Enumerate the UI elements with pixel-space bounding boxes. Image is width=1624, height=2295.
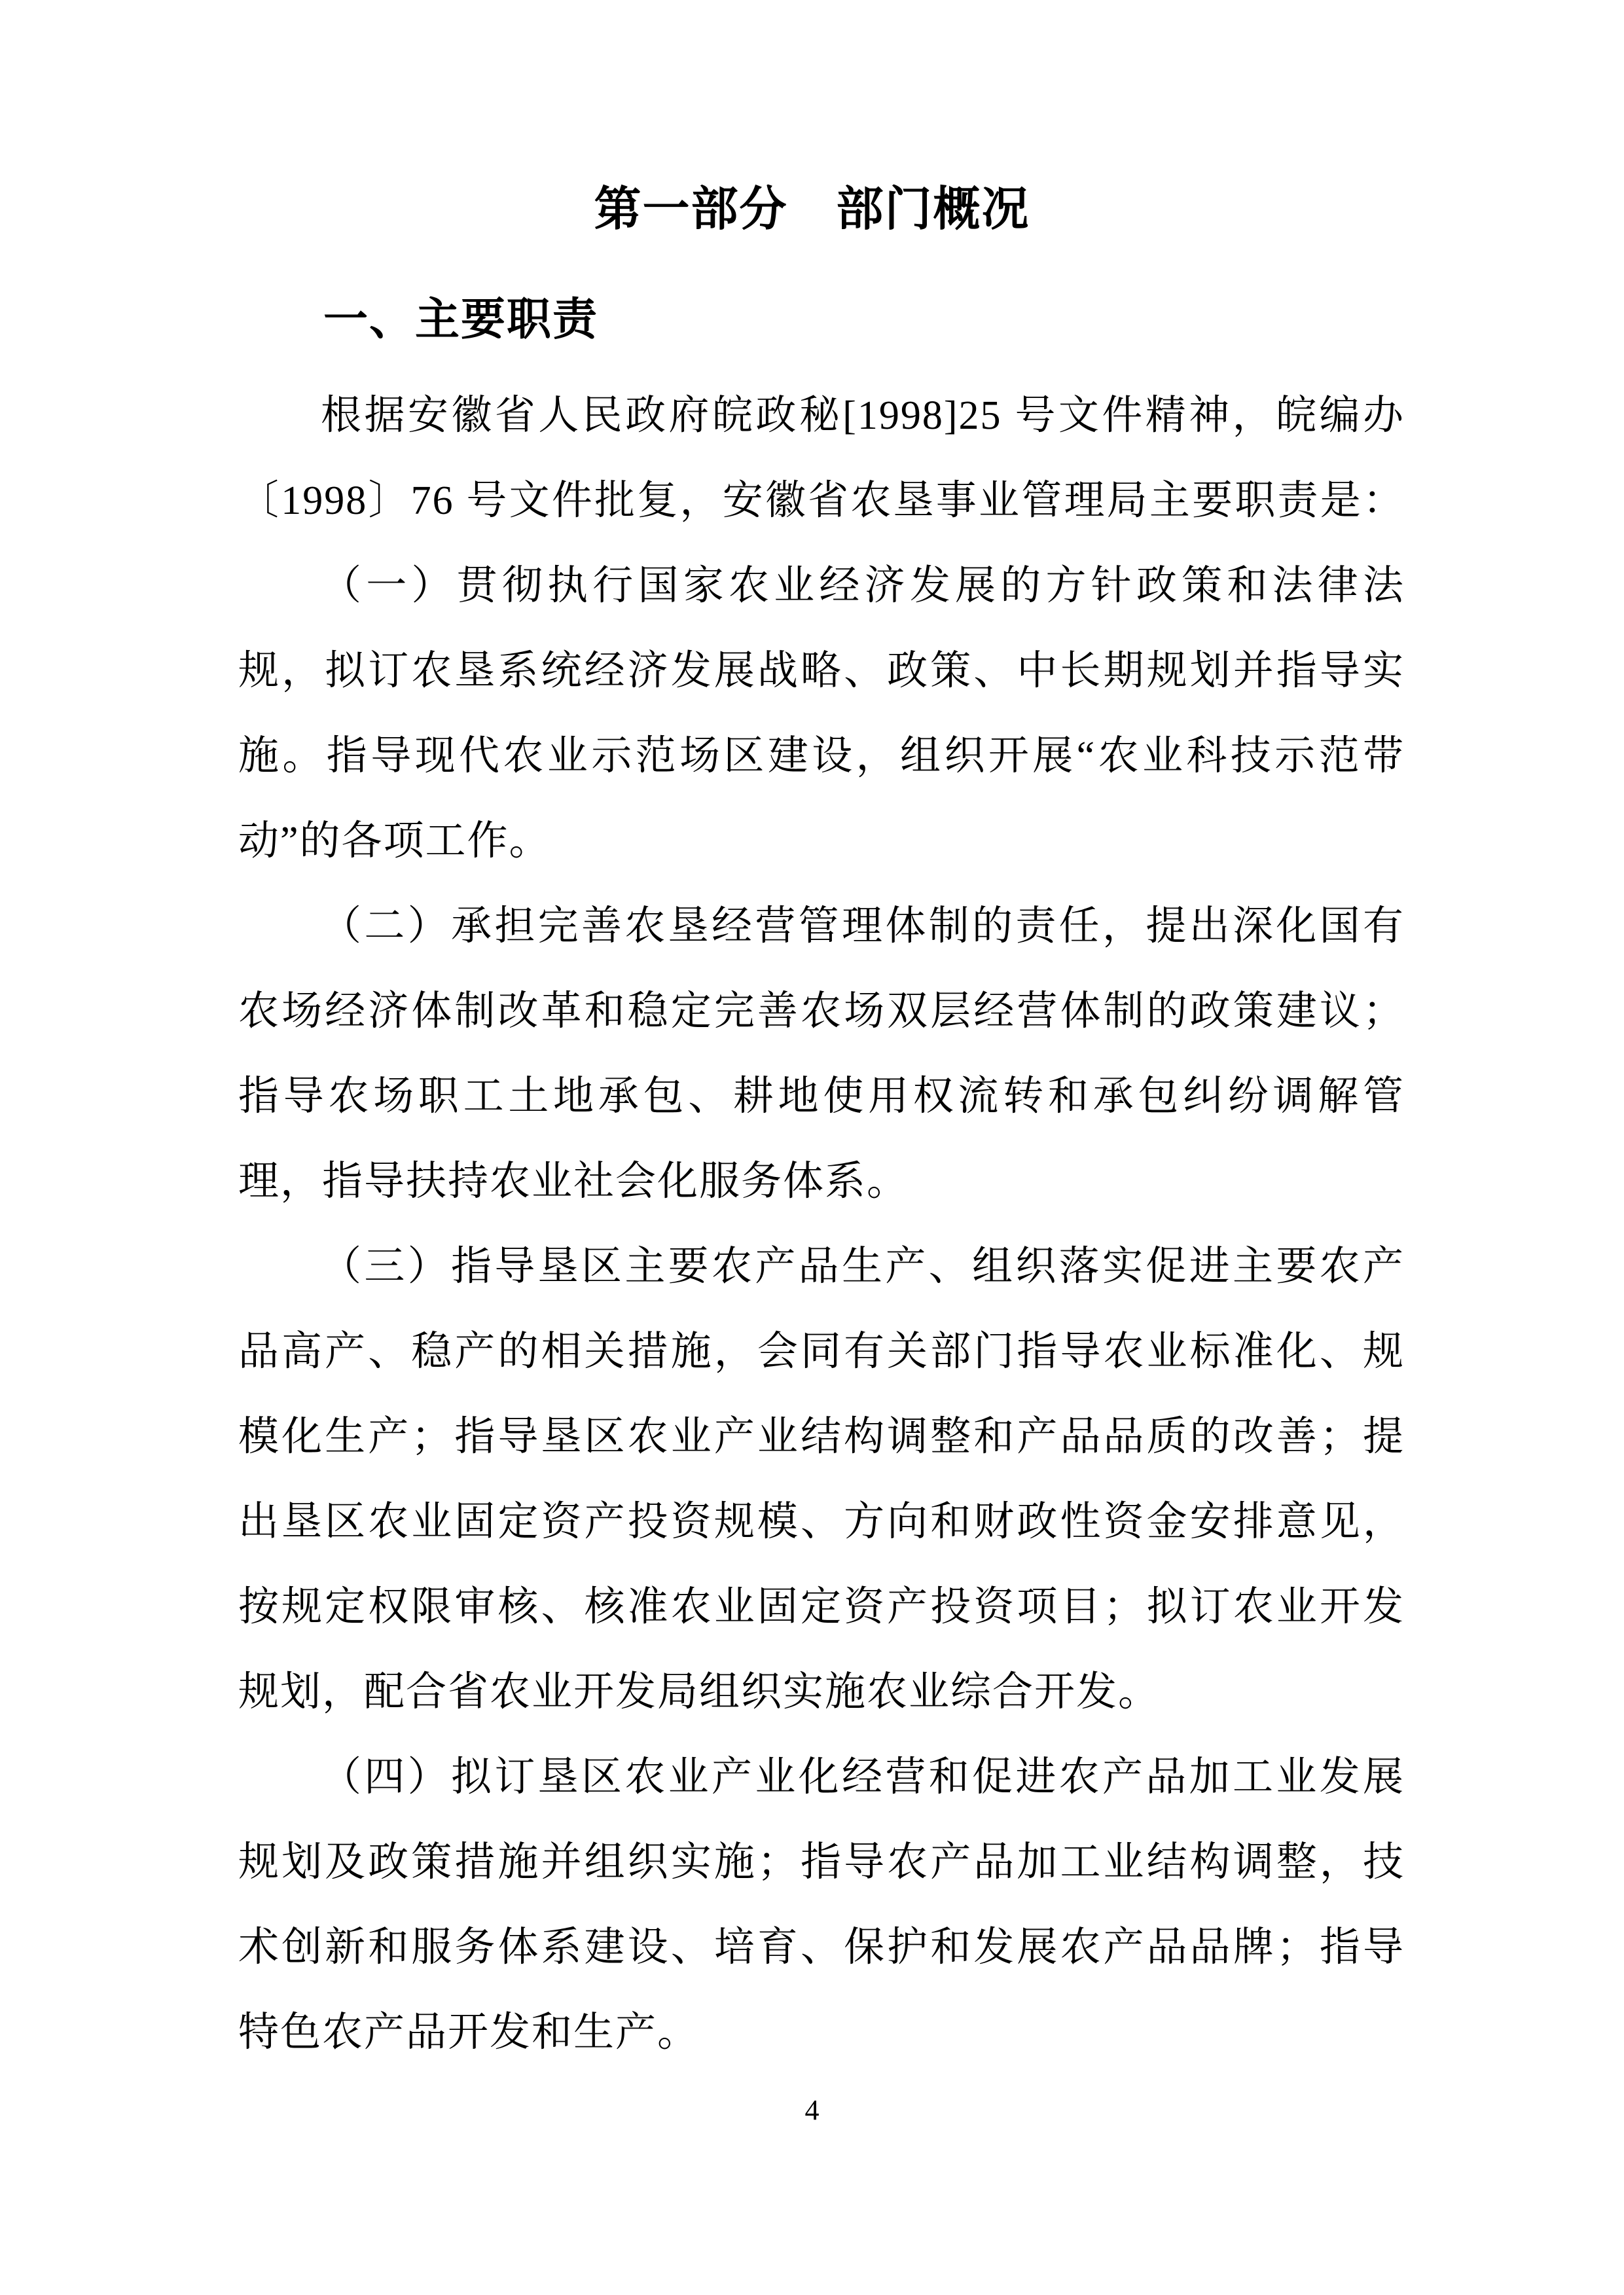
body-line: 按规定权限审核、核准农业固定资产投资项目；拟订农业开发: [238, 1585, 1405, 1629]
body-line: 品高产、稳产的相关措施，会同有关部门指导农业标准化、规: [238, 1329, 1405, 1374]
body-line: 出垦区农业固定资产投资规模、方向和财政性资金安排意见，: [238, 1500, 1405, 1544]
page-number: 4: [804, 2094, 820, 2126]
page-title: 第一部分 部门概况: [594, 183, 1030, 236]
body-line: 规，拟订农垦系统经济发展战略、政策、中长期规划并指导实: [238, 649, 1405, 693]
body-line: 动”的各项工作。: [238, 819, 551, 863]
body-line: （二）承担完善农垦经营管理体制的责任，提出深化国有: [321, 904, 1405, 949]
body-line: （三）指导垦区主要农产品生产、组织落实促进主要农产: [321, 1244, 1405, 1289]
section-heading: 一、主要职责: [323, 295, 599, 344]
body-line: 规划及政策措施并组织实施；指导农产品加工业结构调整，技: [238, 1840, 1405, 1885]
body-text: [238, 373, 1405, 2075]
body-line: 特色农产品开发和生产。: [238, 2010, 700, 2055]
body-line: 理，指导扶持农业社会化服务体系。: [238, 1159, 909, 1204]
body-line: 术创新和服务体系建设、培育、保护和发展农产品品牌；指导: [238, 1925, 1405, 1970]
body-line: 施。指导现代农业示范场区建设，组织开展“农业科技示范带: [238, 734, 1405, 778]
body-line: 〔1998〕76 号文件批复，安徽省农垦事业管理局主要职责是：: [238, 479, 1405, 523]
body-line: 规划，配合省农业开发局组织实施农业综合开发。: [238, 1670, 1161, 1714]
body-line: （四）拟订垦区农业产业化经营和促进农产品加工业发展: [321, 1755, 1405, 1799]
body-line: 根据安徽省人民政府皖政秘[1998]25 号文件精神，皖编办: [321, 393, 1405, 438]
body-line: （一）贯彻执行国家农业经济发展的方针政策和法律法: [321, 564, 1405, 608]
body-line: 农场经济体制改革和稳定完善农场双层经营体制的政策建议；: [238, 989, 1405, 1034]
body-line: 模化生产；指导垦区农业产业结构调整和产品品质的改善；提: [238, 1415, 1405, 1459]
body-line: 指导农场职工土地承包、耕地使用权流转和承包纠纷调解管: [238, 1074, 1405, 1119]
